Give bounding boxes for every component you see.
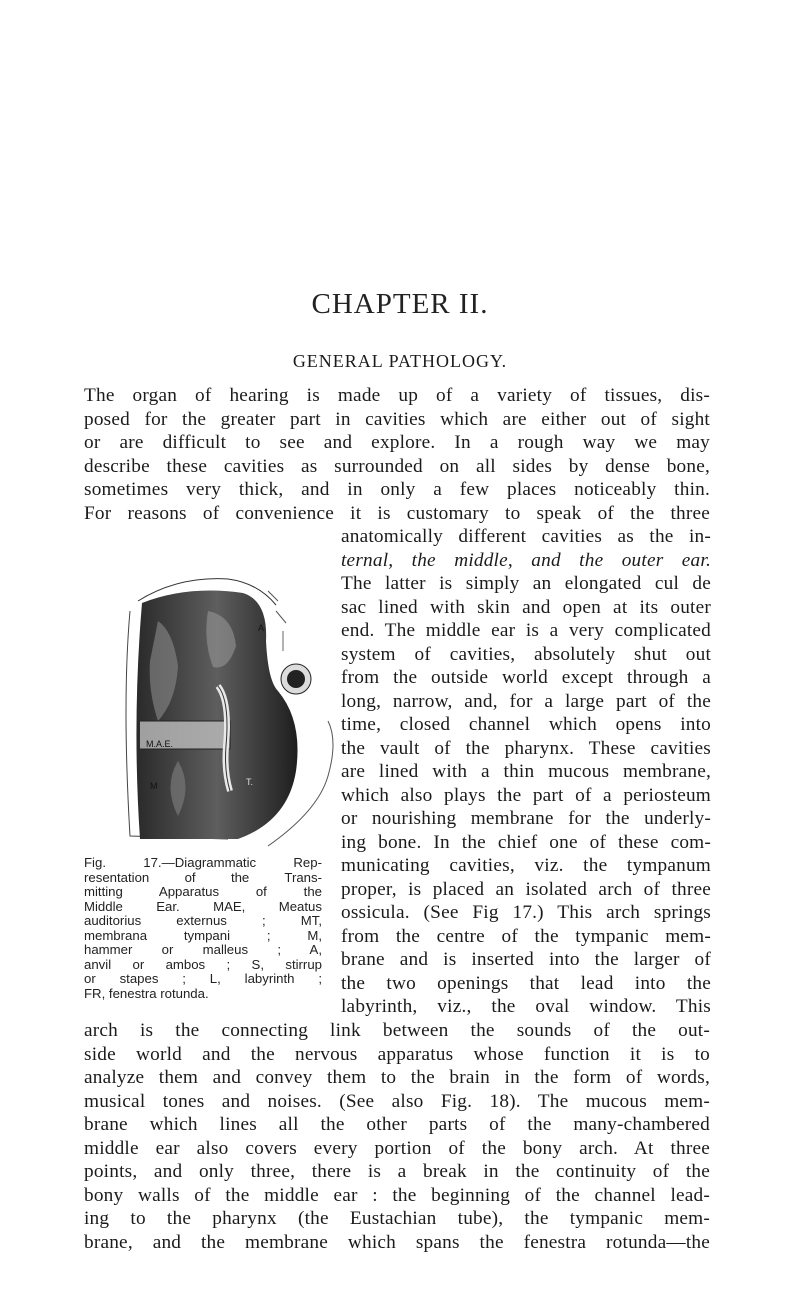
text-line: end. The middle ear is a very complicated bbox=[341, 620, 711, 641]
text-line: brane, and the membrane which spans the fenestra rotunda—the bbox=[84, 1231, 710, 1253]
text-line: brane which lines all the other parts of the many-chambered bbox=[84, 1114, 710, 1135]
figure-caption bbox=[84, 856, 322, 1001]
text-line: arch is the connecting link between the sounds of the out- bbox=[84, 1020, 710, 1041]
caption-line: mitting Apparatus of the bbox=[84, 884, 322, 899]
text-line: musical tones and noises. (See also Fig. 18). The mucous mem- bbox=[84, 1090, 710, 1112]
text-line: analyze them and convey them to the brain in the form of words, bbox=[84, 1067, 710, 1088]
paragraph-wrap bbox=[341, 525, 711, 1019]
text-line: the vault of the pharynx. These cavities bbox=[341, 737, 711, 759]
caption-line: anvil or ambos ; S, stirrup bbox=[84, 956, 322, 972]
middle-ear-illustration bbox=[118, 571, 340, 851]
text-line: posed for the greater part in cavities which are either out of sight bbox=[84, 408, 710, 430]
text-line: describe these cavities as surrounded on all sides by dense bone, bbox=[84, 455, 710, 477]
text-line: are lined with a thin mucous membrane, bbox=[341, 761, 711, 782]
text-line: sac lined with skin and open at its outer bbox=[341, 596, 711, 618]
text-line: which also plays the part of a periosteum bbox=[341, 784, 711, 806]
figure-label-mae: M.A.E. bbox=[146, 739, 174, 749]
figure-label-m: M bbox=[150, 781, 158, 791]
text-line: municating cavities, viz. the tympanum bbox=[341, 855, 711, 876]
paragraph-bottom bbox=[84, 1019, 710, 1254]
text-line: sometimes very thick, and in only a few places noticeably thin. bbox=[84, 479, 710, 500]
text-line: brane and is inserted into the larger of bbox=[341, 949, 711, 970]
text-line: middle ear also covers every portion of the bony arch. At three bbox=[84, 1137, 710, 1159]
text-line: proper, is placed an isolated arch of three bbox=[341, 878, 711, 900]
ear-diagram-figure bbox=[118, 571, 340, 851]
caption-line: resentation of the Trans- bbox=[84, 869, 322, 885]
text-line: system of cavities, absolutely shut out bbox=[341, 643, 711, 665]
text-line: the two openings that lead into the bbox=[341, 972, 711, 994]
section-title: GENERAL PATHOLOGY. bbox=[292, 351, 508, 371]
text-line: long, narrow, and, for a large part of the bbox=[341, 690, 711, 712]
chapter-title: CHAPTER II. bbox=[311, 288, 489, 320]
caption-line: FR, fenestra rotunda. bbox=[84, 985, 209, 1001]
text-line: For reasons of convenience it is customary to speak of the three bbox=[84, 502, 710, 524]
text-line: ossicula. (See Fig 17.) This arch springs bbox=[341, 902, 711, 923]
text-line: from the outside world except through a bbox=[341, 667, 711, 688]
text-line: The latter is simply an elongated cul de bbox=[341, 573, 711, 594]
text-line: bony walls of the middle ear : the beginning of the channel lead- bbox=[84, 1184, 710, 1206]
text-line: ing to the pharynx (the Eustachian tube), the tympanic mem- bbox=[84, 1208, 710, 1229]
caption-line: membrana tympani ; M, bbox=[84, 927, 322, 943]
caption-line: or stapes ; L, labyrinth ; bbox=[84, 971, 322, 986]
caption-line: Fig. 17.—Diagrammatic Rep- bbox=[84, 855, 322, 870]
text-line: The organ of hearing is made up of a variety of tissues, dis- bbox=[84, 385, 710, 406]
caption-line: hammer or malleus ; A, bbox=[84, 942, 322, 957]
text-line: labyrinth, viz., the oval window. This bbox=[341, 996, 711, 1017]
figure-label-a: A bbox=[258, 623, 265, 633]
text-line: or nourishing membrane for the underly- bbox=[341, 808, 711, 829]
text-line: anatomically different cavities as the in- bbox=[341, 526, 711, 547]
caption-line: Middle Ear. MAE, Meatus bbox=[84, 898, 322, 914]
caption-line: auditorius externus ; MT, bbox=[84, 913, 322, 928]
text-line: points, and only three, there is a break in the continuity of the bbox=[84, 1161, 710, 1182]
text-line: time, closed channel which opens into bbox=[341, 714, 711, 735]
paragraph-top bbox=[84, 384, 710, 525]
text-line: from the centre of the tympanic mem- bbox=[341, 925, 711, 947]
text-line: or are difficult to see and explore. In a rough way we may bbox=[84, 432, 710, 453]
figure-label-t: T. bbox=[246, 777, 254, 787]
text-line: ternal, the middle, and the outer ear. bbox=[341, 549, 711, 571]
text-line: side world and the nervous apparatus whose function it is to bbox=[84, 1043, 710, 1065]
text-line: ing bone. In the chief one of these com- bbox=[341, 831, 711, 853]
